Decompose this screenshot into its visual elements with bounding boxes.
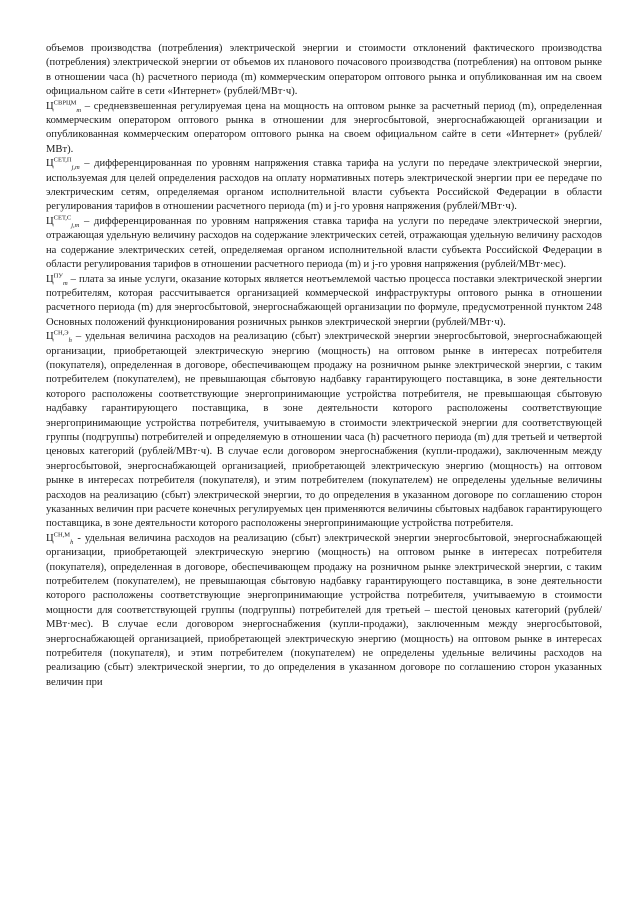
paragraph-setp-definition [46,157,602,215]
paragraph-text: – дифференцированная по уровням напряжения ставка тарифа на услуги по передаче электрической энергии, используемая для целей определения расходов на оплату нормативных потерь электрической энергии при ее передаче по электрическим сетям, определяемая органом исполнительной власти субъекта Российской Федерации в области регулирования тарифов в отношении расчетного периода (m) и j-го уровня напряжения (рублей/МВт·ч). [46,158,602,213]
paragraph-text: – плата за иные услуги, оказание которых является неотъемлемой частью процесса поставки электрической энергии потребителям, которая рассчитывается организацией коммерческой инфраструктуры оптового рынка в отношении расчетного периода (m) для энергосбытовой, энергоснабжающей организации по формуле, предусмотренной пунктом 248 Основных положений функционирования розничных рынков электрической энергии (рублей/МВт·ч). [46,273,602,328]
formula-symbol: $Ц^{СВРЦМ}_m$ [46,99,82,114]
paragraph-text: – дифференцированная по уровням напряжения ставка тарифа на услуги по передаче электрической энергии, отражающая удельную величину расходов на содержание электрических сетей, отражающая удельную величину расходов на содержание электрических сетей, определяемая органом исполнительной власти субъекта Российской Федерации в области регулирования тарифов в отношении расчетного периода (m) и j-го уровня напряжения (рублей/МВт·мес). [46,215,602,271]
formula-symbol: $Ц^{СН,М}_h$ [46,531,74,546]
paragraph-continuation [46,42,602,100]
formula-symbol: $Ц^{СН,Э}_h$ [46,329,72,345]
paragraph-pu-definition [46,273,602,331]
formula-symbol: $Ц^{ПУ}_m$ [46,271,68,287]
paragraph-text: – средневзвешенная регулируемая цена на мощность на оптовом рынке за расчетный период (m), определенная коммерческим оператором оптового рынка в отношении для энергосбытовой, энергоснабжающей организации и опубликованная коммерческим оператором оптового рынка на своем официальном сайте в сети «Интернет» (рублей/МВт). [46,100,602,155]
formula-symbol: $Ц^{СЕТ,С}_{j,m}$ [46,214,80,229]
paragraph-setc-definition [46,215,602,273]
paragraph-text: - удельная величина расходов на реализацию (сбыт) электрической энергии энергосбытовой, энергоснабжающей организации, приобретающей электрическую энергию (мощность) на оптовом рынке в интересах потребителя (покупателя), определенная в договоре, обеспечивающем продажу на розничном рынке электрической энергии, с таким потребителем (покупателем), не превышающая сбытовую надбавку гарантирующего поставщика, в зоне деятельности которого расположены соответствующие энергопринимающие устройства потребителя, учитываемую в стоимости мощности для соответствующей группы (подгруппы) потребителей для третьей – шестой ценовых категорий (рублей/МВт·мес). В случае если договором энергоснабжения (купли-продажи), заключенным между энергосбытовой, энергоснабжающей организацией, приобретающей электрическую энергию (мощность) на оптовом рынке в интересах потребителя (покупателя), и этим потребителем (покупателем) не определены удельные величины расходов на реализацию (сбыт) электрической энергии, то до определения в указанном договоре по соглашению сторон указанных величин при [46,532,602,688]
paragraph-svrcm-definition [46,100,602,158]
paragraph-text: объемов производства (потребления) электрической энергии и стоимости отклонений фактического производства (потребления) электрической энергии от объемов их планового почасового производства (потребления) на оптовом рынке в отношении часа (h) расчетного периода (m) коммерческим оператором оптового рынка и опубликованная им на своем официальном сайте в сети «Интернет» (рублей/МВт·ч). [46,43,602,98]
formula-symbol: $Ц^{СЕТ,П}_{j,m}$ [46,156,80,172]
paragraph-snm-definition [46,532,602,690]
paragraph-sne-definition [46,330,602,532]
paragraph-text: – удельная величина расходов на реализацию (сбыт) электрической энергии энергосбытовой, энергоснабжающей организации, приобретающей электрическую энергию (мощность) на оптовом рынке в интересах потребителя (покупателя), определенная в договоре, обеспечивающем продажу на розничном рынке электрической энергии, с таким потребителем (покупателем), не превышающая сбытовую надбавку гарантирующего поставщика, в зоне деятельности которого расположены соответствующие энергопринимающие устройства потребителя, не превышающая сбытовую надбавку гарантирующего поставщика, в зоне деятельности которого расположены соответствующие энергопринимающие устройства потребителя, учитываемую в стоимости электрической энергии для соответствующей группы (подгруппы) потребителей и определяемую в отношении часа (h) расчетного периода (m) для третьей и четвертой ценовых категорий (рублей/МВт·ч). В случае если договором энергоснабжения (купли-продажи), заключенным между энергосбытовой, энергоснабжающей организацией, приобретающей электрическую энергию (мощность) на оптовом рынке в интересах потребителя (покупателя), и этим потребителем (покупателем) не определены удельные величины расходов на реализацию (сбыт) электрической энергии, то до определения в указанном договоре по соглашению сторон указанных величин при расчете конечных регулируемых цен применяются величины сбытовых надбавок гарантирующего поставщика, в зоне деятельности которого расположены энергопринимающие устройства потребителя. [46,331,602,530]
